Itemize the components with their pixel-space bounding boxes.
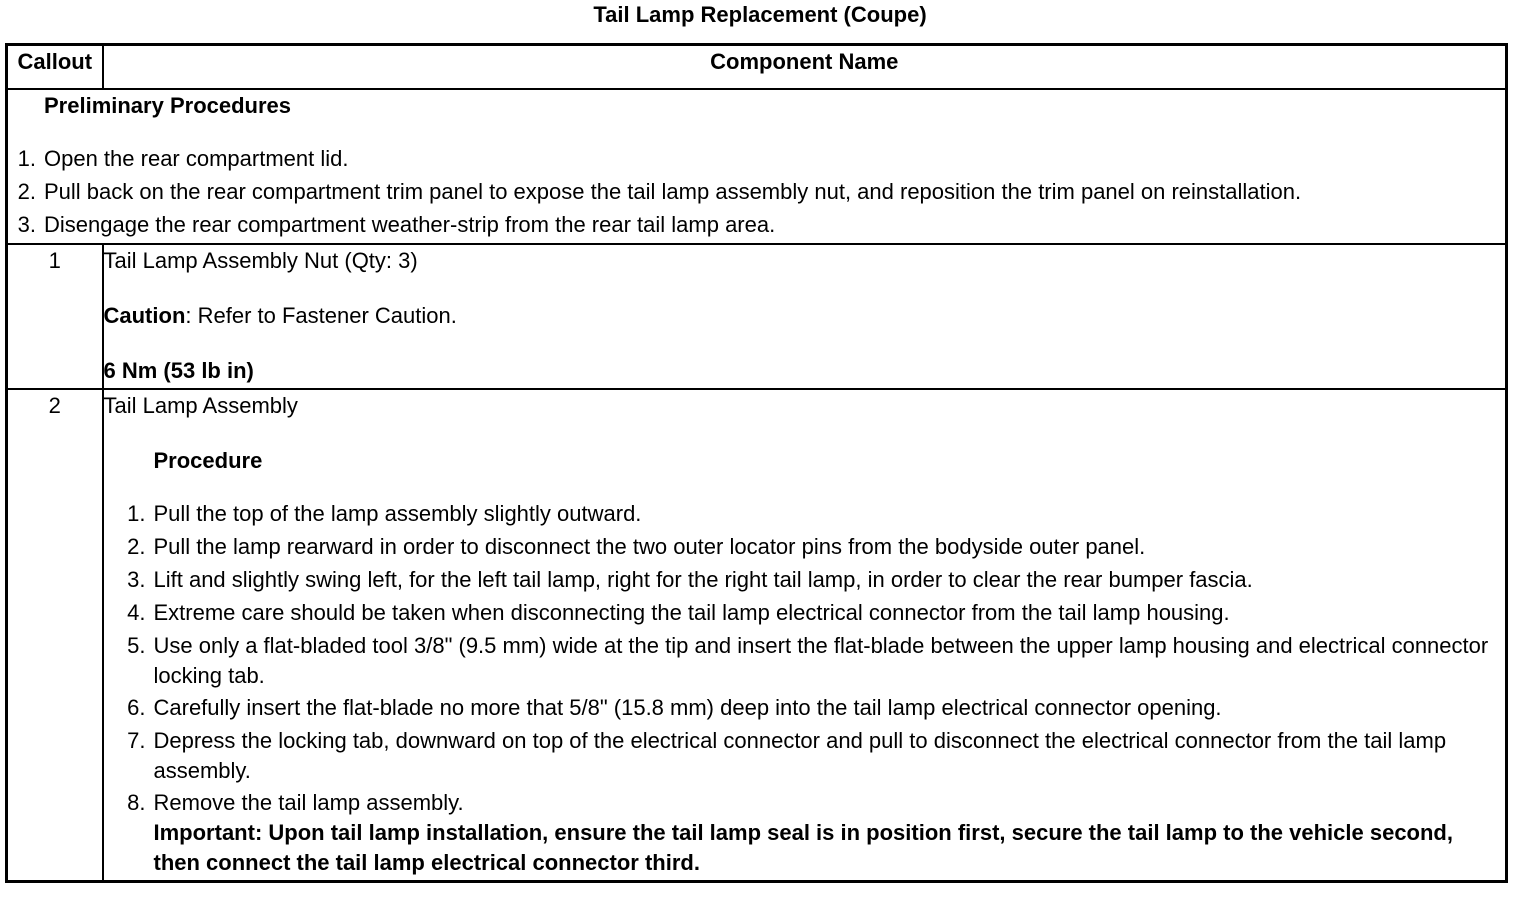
step-number: 1.	[127, 501, 146, 526]
component-name: Tail Lamp Assembly Nut (Qty: 3)	[103, 248, 418, 273]
page-title: Tail Lamp Replacement (Coupe)	[593, 2, 927, 27]
step-text: Pull the top of the lamp assembly slightly outward.	[153, 501, 642, 526]
component-name: Tail Lamp Assembly	[103, 393, 298, 418]
caution-text: : Refer to Fastener Caution.	[185, 303, 457, 328]
step-text: Extreme care should be taken when disconnecting the tail lamp electrical connector from the tail lamp housing.	[153, 600, 1230, 625]
list-item	[8, 210, 1505, 241]
step-text: Open the rear compartment lid.	[44, 146, 349, 171]
procedure-steps-list	[118, 499, 1506, 878]
list-item	[118, 598, 1506, 629]
important-note: Important: Upon tail lamp installation, ensure the tail lamp seal is in position first, secure the tail lamp to the vehicle second, then connect the tail lamp electrical connector third.	[153, 820, 1453, 875]
step-text: Pull the lamp rearward in order to disconnect the two outer locator pins from the bodyside outer panel.	[153, 534, 1146, 559]
table-row	[7, 244, 1507, 389]
step-text: Depress the locking tab, downward on top of the electrical connector and pull to disconnect the electrical connector from the tail lamp assembly.	[153, 728, 1447, 783]
step-text: Disengage the rear compartment weather-strip from the rear tail lamp area.	[44, 212, 776, 237]
list-item	[118, 565, 1506, 596]
list-item	[118, 499, 1506, 530]
caution-label: Caution	[103, 303, 186, 328]
procedure-block	[104, 445, 1506, 878]
preliminary-procedures-heading: Preliminary Procedures	[44, 93, 292, 118]
component-cell	[103, 389, 1507, 882]
list-item	[118, 631, 1506, 691]
step-text: Carefully insert the flat-blade no more that 5/8" (15.8 mm) deep into the tail lamp electrical connector opening.	[153, 695, 1222, 720]
step-text: Remove the tail lamp assembly.	[153, 790, 464, 815]
step-number: 8.	[127, 790, 146, 815]
component-cell	[103, 244, 1507, 389]
list-item	[118, 788, 1506, 878]
callout-number: 2	[7, 389, 103, 882]
list-item	[118, 726, 1506, 786]
torque-spec: 6 Nm (53 lb in)	[103, 358, 254, 383]
step-text: Lift and slightly swing left, for the left tail lamp, right for the right tail lamp, in order to clear the rear bumper fascia.	[153, 567, 1253, 592]
table-row	[7, 389, 1507, 882]
step-number: 4.	[127, 600, 146, 625]
callout-column-header: Callout	[7, 45, 103, 90]
caution-note	[104, 300, 1506, 331]
step-number: 3.	[127, 567, 146, 592]
procedure-table	[5, 43, 1508, 883]
procedure-heading: Procedure	[153, 448, 263, 473]
step-number: 1.	[17, 146, 36, 171]
step-number: 7.	[127, 728, 146, 753]
step-number: 3.	[17, 212, 36, 237]
table-header-row	[7, 45, 1507, 90]
preliminary-procedures-row	[7, 89, 1507, 244]
step-text: Pull back on the rear compartment trim panel to expose the tail lamp assembly nut, and reposition the trim panel on reinstallation.	[44, 179, 1302, 204]
callout-number: 1	[7, 244, 103, 389]
list-item	[118, 693, 1506, 724]
list-item	[118, 532, 1506, 563]
list-item	[8, 144, 1505, 175]
step-number: 2.	[127, 534, 146, 559]
preliminary-steps-list	[8, 144, 1505, 241]
step-number: 6.	[127, 695, 146, 720]
preliminary-procedures-cell	[7, 89, 1507, 244]
step-text: Use only a flat-bladed tool 3/8" (9.5 mm) wide at the tip and insert the flat-blade between the upper lamp housing and electrical connector locking tab.	[153, 633, 1489, 688]
step-number: 2.	[17, 179, 36, 204]
list-item	[8, 177, 1505, 208]
component-name-column-header: Component Name	[103, 45, 1507, 90]
step-number: 5.	[127, 633, 146, 658]
